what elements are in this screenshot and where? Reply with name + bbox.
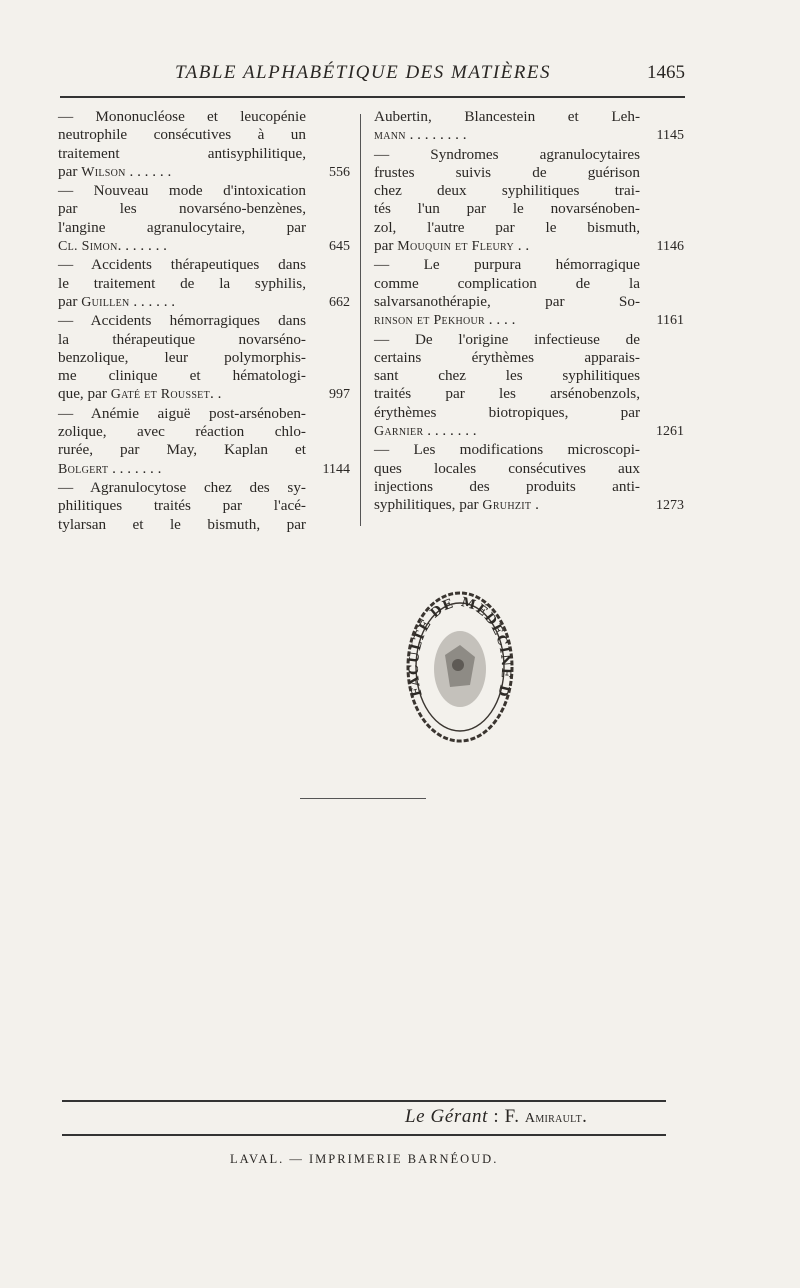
author-name: Garnier bbox=[374, 424, 424, 440]
entry-author-line bbox=[374, 126, 684, 145]
gerant-separator: : F. bbox=[487, 1106, 525, 1127]
author-name: rinson et Pekhour bbox=[374, 313, 485, 329]
author-name: mann bbox=[374, 128, 406, 144]
entry-author-line bbox=[374, 311, 684, 330]
footer-rule-top bbox=[62, 1100, 666, 1102]
author-prefix: syphilitiques, par bbox=[374, 496, 483, 514]
entry-line: salvarsanothérapie, par So- bbox=[374, 292, 640, 310]
entry-line: benzolique, leur polymorphis- bbox=[58, 348, 306, 366]
page-reference: 1261 bbox=[656, 424, 684, 440]
page-reference: 662 bbox=[329, 294, 350, 310]
entry-line: l'angine agranulocytaire, par bbox=[58, 218, 306, 236]
page-reference: 556 bbox=[329, 164, 350, 180]
gerant-name: Amirault bbox=[524, 1111, 583, 1126]
gerant-end: . bbox=[582, 1106, 588, 1127]
index-entry bbox=[58, 108, 350, 182]
author-prefix: par bbox=[58, 162, 82, 180]
page-reference: 1145 bbox=[656, 128, 684, 144]
printer-imprint: LAVAL. — IMPRIMERIE BARNÉOUD. bbox=[230, 1152, 499, 1166]
entry-line: injections des produits anti- bbox=[374, 477, 640, 495]
stamp-text: FACULTÉ DE MÉDECINE D bbox=[406, 595, 514, 699]
leader-dots: . . . . . . . bbox=[117, 237, 167, 255]
stamp-seal-graphic bbox=[400, 585, 520, 750]
page-number: 1465 bbox=[647, 62, 685, 83]
index-entry bbox=[374, 441, 684, 515]
index-entry bbox=[58, 479, 350, 534]
author-prefix: que, par bbox=[58, 385, 111, 403]
entry-author-line bbox=[58, 163, 350, 182]
page-reference: 1273 bbox=[656, 498, 684, 514]
left-column bbox=[58, 108, 350, 534]
page-reference: 1161 bbox=[656, 313, 684, 329]
author-name: Guillen bbox=[81, 294, 130, 310]
author-name: Wilson bbox=[81, 164, 126, 180]
entry-line: zolique, avec réaction chlo- bbox=[58, 423, 306, 441]
entry-line: tylarsan et le bismuth, par bbox=[58, 515, 306, 533]
entry-line: zol, l'autre par le bismuth, bbox=[374, 218, 640, 236]
entry-line: — Le purpura hémorragique bbox=[374, 256, 640, 274]
author-name: Gruhzit bbox=[482, 498, 532, 514]
index-entry bbox=[374, 331, 684, 442]
entry-line: tés l'un par le novarsénoben- bbox=[374, 200, 640, 218]
author-prefix: par bbox=[374, 237, 398, 255]
entry-line: neutrophile consécutives à un bbox=[58, 126, 306, 144]
end-rule bbox=[300, 798, 426, 799]
author-prefix: par bbox=[58, 292, 82, 310]
entry-line: frustes suivis de guérison bbox=[374, 163, 640, 181]
leader-dots: . . . . . . . . bbox=[405, 126, 467, 144]
index-entry bbox=[374, 146, 684, 257]
entry-line: — Syndromes agranulocytaires bbox=[374, 145, 640, 163]
page-reference: 645 bbox=[329, 239, 350, 255]
entry-line: — De l'origine infectieuse de bbox=[374, 330, 640, 348]
author-name: Gaté et Rousset bbox=[110, 387, 210, 403]
entry-author-line bbox=[58, 460, 350, 479]
leader-dots: . bbox=[531, 496, 539, 514]
entry-author-line bbox=[374, 422, 684, 441]
leader-dots: . . . . . . . bbox=[108, 459, 162, 477]
entry-line: — Anémie aiguë post-arsénoben- bbox=[58, 404, 306, 422]
leader-dots: . . . . . . bbox=[129, 292, 176, 310]
index-entry bbox=[58, 405, 350, 479]
header-rule bbox=[60, 96, 685, 98]
leader-dots: . . . . bbox=[485, 311, 516, 329]
leader-dots: . . bbox=[210, 385, 222, 403]
entry-line: ques locales consécutives aux bbox=[374, 459, 640, 477]
entry-line: traités par les arsénobenzols, bbox=[374, 385, 640, 403]
entry-author-line bbox=[374, 237, 684, 256]
entry-line: la thérapeutique novarséno- bbox=[58, 330, 306, 348]
author-name: Mouquin et Fleury bbox=[397, 239, 514, 255]
footer-rule-bottom bbox=[62, 1134, 666, 1136]
entry-line: traitement antisyphilitique, bbox=[58, 144, 306, 162]
entry-line: me clinique et hématologi- bbox=[58, 367, 306, 385]
entry-line: par les novarséno-benzènes, bbox=[58, 200, 306, 218]
index-entry bbox=[58, 256, 350, 312]
entry-line: comme complication de la bbox=[374, 274, 640, 292]
column-divider bbox=[360, 114, 361, 526]
gerant-line bbox=[405, 1106, 587, 1128]
entry-line: sant chez les syphilitiques bbox=[374, 367, 640, 385]
leader-dots: . . . . . . bbox=[125, 162, 172, 180]
entry-line: Aubertin, Blancestein et Leh- bbox=[374, 108, 640, 125]
entry-line: philitiques traités par l'acé- bbox=[58, 497, 306, 515]
page-reference: 1146 bbox=[656, 239, 684, 255]
entry-author-line bbox=[58, 237, 350, 256]
index-entry bbox=[58, 312, 350, 404]
author-name: Cl. Simon bbox=[58, 239, 118, 255]
entry-author-line bbox=[58, 385, 350, 404]
index-entry bbox=[374, 256, 684, 330]
entry-author-line bbox=[374, 496, 684, 515]
entry-line: chez deux syphilitiques trai- bbox=[374, 182, 640, 200]
leader-dots: . . . . . . . bbox=[423, 422, 477, 440]
entry-line: certains érythèmes apparais- bbox=[374, 348, 640, 366]
author-name: Bolgert bbox=[58, 461, 109, 477]
entry-author-line bbox=[58, 293, 350, 312]
entry-line: — Accidents hémorragiques dans bbox=[58, 312, 306, 330]
entry-line: érythèmes biotropiques, par bbox=[374, 403, 640, 421]
entry-line: — Accidents thérapeutiques dans bbox=[58, 256, 306, 274]
entry-line: — Les modifications microscopi- bbox=[374, 441, 640, 459]
page-reference: 997 bbox=[329, 387, 350, 403]
entry-line: — Agranulocytose chez des sy- bbox=[58, 478, 306, 496]
entry-line: rurée, par May, Kaplan et bbox=[58, 441, 306, 459]
entry-line: — Mononucléose et leucopénie bbox=[58, 108, 306, 125]
library-stamp bbox=[400, 585, 520, 750]
entry-line: le traitement de la syphilis, bbox=[58, 274, 306, 292]
leader-dots: . . bbox=[513, 237, 530, 255]
running-title: TABLE ALPHABÉTIQUE DES MATIÈRES bbox=[175, 62, 551, 83]
page-reference: 1144 bbox=[322, 461, 350, 477]
entry-line: — Nouveau mode d'intoxication bbox=[58, 182, 306, 200]
gerant-label: Le Gérant bbox=[405, 1106, 488, 1127]
running-head bbox=[60, 62, 685, 92]
index-entry bbox=[58, 182, 350, 256]
index-entry bbox=[374, 108, 684, 146]
right-column bbox=[374, 108, 684, 516]
